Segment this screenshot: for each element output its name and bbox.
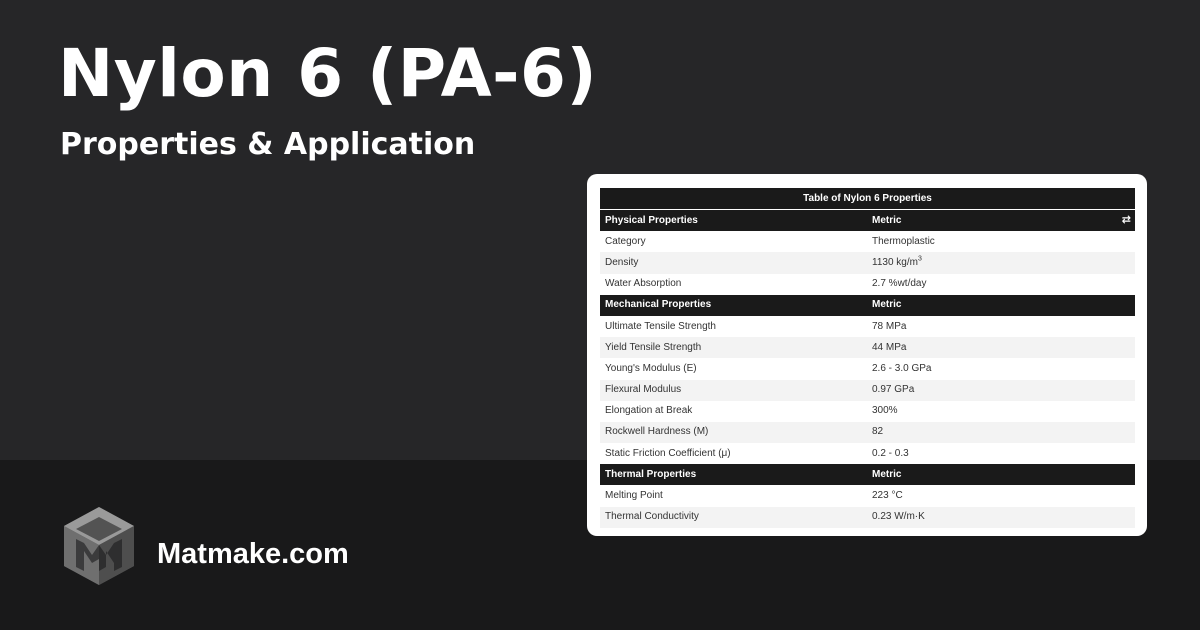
- table-section-header: [600, 295, 1135, 316]
- page-subtitle: Properties & Application: [60, 127, 476, 162]
- property-name: Yield Tensile Strength: [600, 337, 867, 358]
- property-value: [867, 401, 1135, 422]
- properties-table: [600, 188, 1135, 528]
- property-name: Thermal Conductivity: [600, 507, 867, 528]
- table-body: [600, 210, 1135, 528]
- table-row: [600, 231, 1135, 252]
- section-metric-label: [867, 295, 1135, 316]
- property-name: Flexural Modulus: [600, 380, 867, 401]
- value-text: 1130 kg/m: [872, 256, 918, 268]
- table-section-header: [600, 464, 1135, 485]
- value-text: 0.2 - 0.3: [872, 447, 909, 459]
- property-name: Ultimate Tensile Strength: [600, 316, 867, 337]
- table-row: [600, 443, 1135, 464]
- property-name: Category: [600, 231, 867, 252]
- value-text: 2.6 - 3.0 GPa: [872, 362, 932, 374]
- property-name: Rockwell Hardness (M): [600, 422, 867, 443]
- metric-label: Metric: [872, 299, 902, 311]
- table-row: [600, 507, 1135, 528]
- value-text: 78 MPa: [872, 320, 907, 332]
- value-text: 300%: [872, 405, 898, 417]
- property-name: Melting Point: [600, 485, 867, 506]
- section-metric-label: [867, 464, 1135, 485]
- table-section-header: [600, 210, 1135, 232]
- property-name: Density: [600, 252, 867, 273]
- table-row: [600, 422, 1135, 443]
- property-value: [867, 274, 1135, 295]
- table-row: [600, 252, 1135, 273]
- brand-name: Matmake.com: [157, 538, 349, 570]
- value-text: 82: [872, 426, 884, 438]
- property-value: [867, 358, 1135, 379]
- value-text: 0.97 GPa: [872, 384, 915, 396]
- page-title: Nylon 6 (PA-6): [58, 35, 598, 112]
- matmake-cube-logo-icon: [62, 505, 136, 587]
- section-metric-label: [867, 210, 1135, 232]
- swap-arrows-icon[interactable]: ⇄: [1121, 213, 1132, 226]
- table-caption-row: [600, 188, 1135, 210]
- section-title: Thermal Properties: [600, 464, 867, 485]
- property-name: Water Absorption: [600, 274, 867, 295]
- value-text: 2.7 %wt/day: [872, 278, 927, 290]
- table-row: [600, 274, 1135, 295]
- value-text: Thermoplastic: [872, 235, 935, 247]
- property-name: Elongation at Break: [600, 401, 867, 422]
- property-value: [867, 443, 1135, 464]
- table-caption: Table of Nylon 6 Properties: [600, 188, 1135, 210]
- property-value: [867, 231, 1135, 252]
- section-title: Physical Properties: [600, 210, 867, 232]
- property-value: [867, 316, 1135, 337]
- value-text: 44 MPa: [872, 341, 907, 353]
- property-name: Young's Modulus (E): [600, 358, 867, 379]
- table-row: [600, 316, 1135, 337]
- value-text: 0.23 W/m·K: [872, 511, 925, 523]
- table-row: [600, 401, 1135, 422]
- section-title: Mechanical Properties: [600, 295, 867, 316]
- property-value: [867, 507, 1135, 528]
- value-text: 223 °C: [872, 490, 903, 502]
- metric-label: Metric: [872, 468, 902, 480]
- table-row: [600, 485, 1135, 506]
- property-value: [867, 337, 1135, 358]
- table-row: [600, 358, 1135, 379]
- value-superscript: 3: [917, 255, 922, 263]
- table-row: [600, 337, 1135, 358]
- metric-label: Metric: [872, 214, 902, 226]
- table-row: [600, 380, 1135, 401]
- property-value: [867, 380, 1135, 401]
- property-value: [867, 252, 1135, 273]
- property-value: [867, 422, 1135, 443]
- property-value: [867, 485, 1135, 506]
- properties-card: [587, 174, 1147, 536]
- property-name: Static Friction Coefficient (μ): [600, 443, 867, 464]
